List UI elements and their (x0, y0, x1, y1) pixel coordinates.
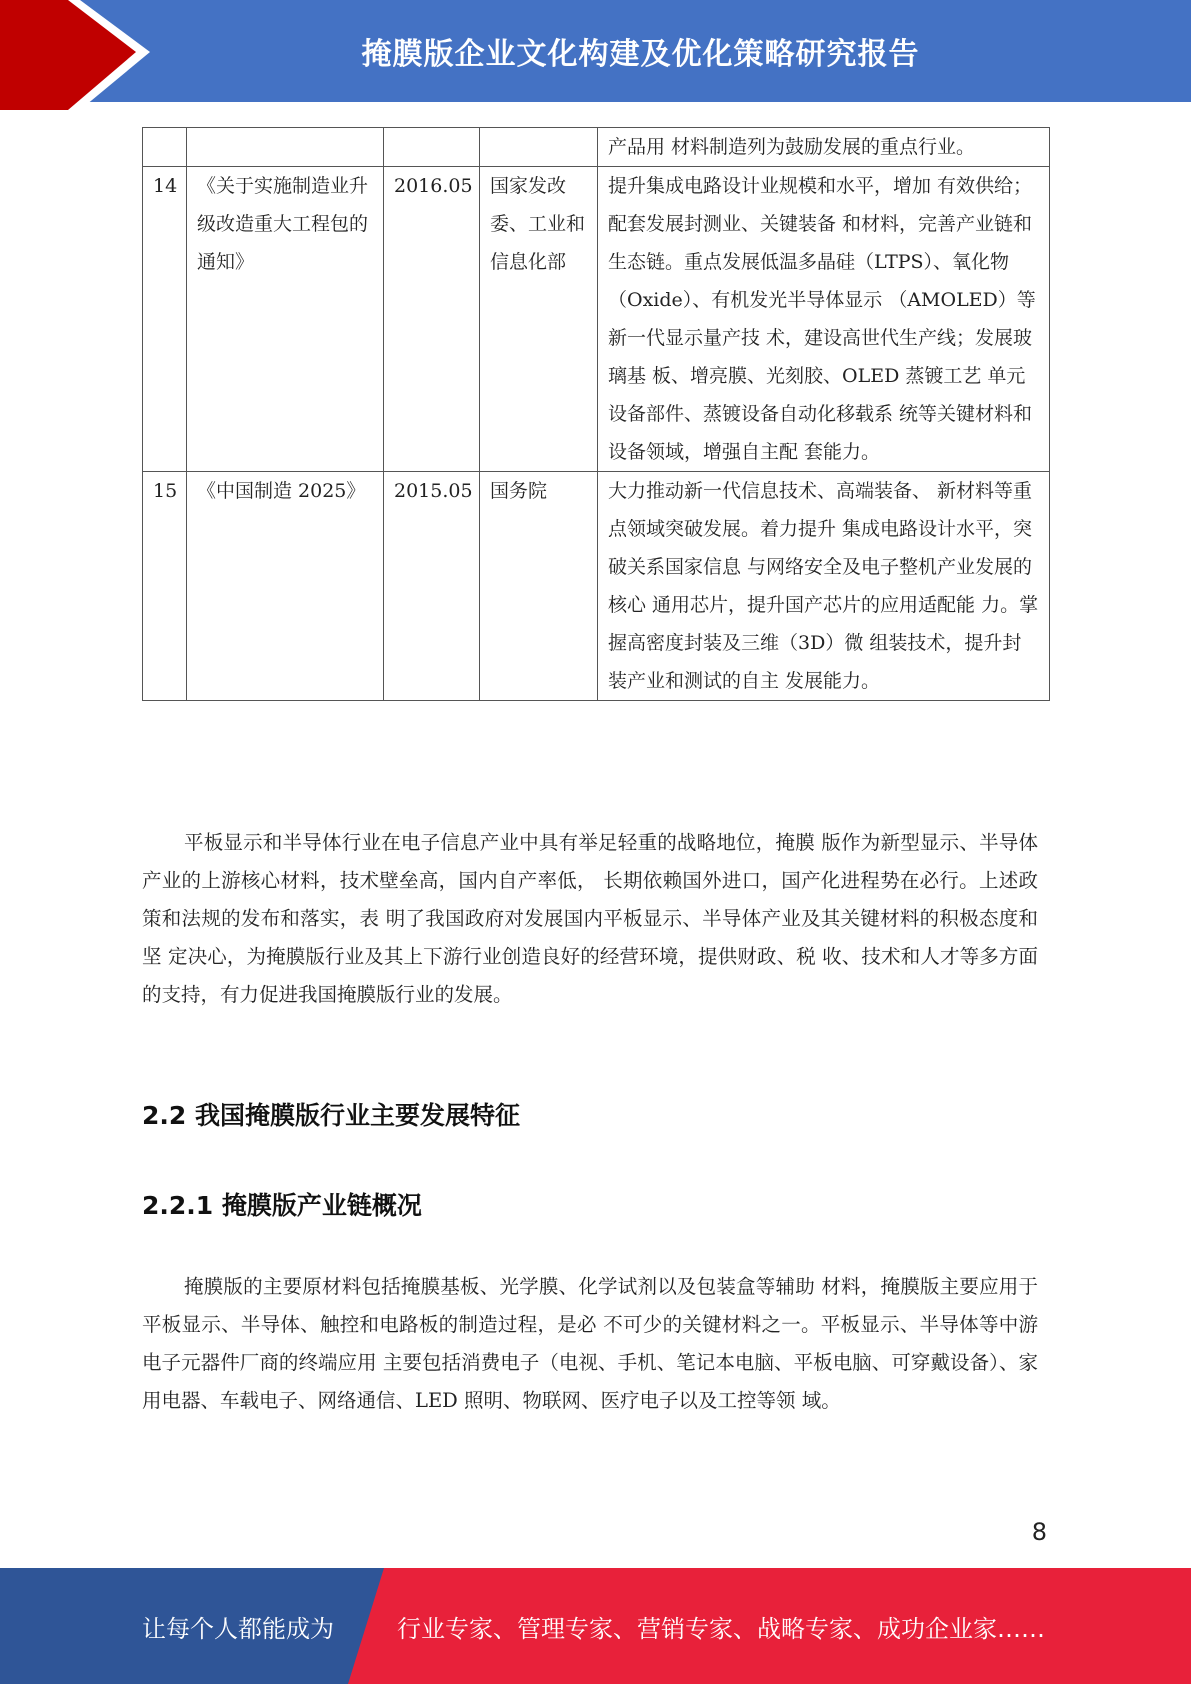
subsection-heading: 2.2.1 掩膜版产业链概况 (142, 1191, 422, 1220)
page-number: 8 (1031, 1518, 1047, 1546)
footer-slogan-left: 让每个人都能成为 (142, 1614, 334, 1643)
cell-title: 《关于实施制造业升级改造重大工程包的通知》 (187, 167, 384, 472)
cell-issuer: 国务院 (480, 472, 598, 701)
body-paragraph: 掩膜版的主要原材料包括掩膜基板、光学膜、化学试剂以及包装盒等辅助 材料，掩膜版主要应用于平板显示、半导体、触控和电路板的制造过程，是必 不可少的关键材料之一。平板显示、半导体等中游电子元器件厂商的终端应用 主要包括消费电子（电视、手机、笔记本电脑、平板电脑、可穿戴设备）、家 用电器、车载电子、网络通信、LED 照明、物联网、医疗电子以及工控等领 域。 (142, 1275, 1038, 1412)
footer-slogan-right: 行业专家、管理专家、营销专家、战略专家、成功企业家…… (397, 1614, 1045, 1643)
cell-date (384, 128, 480, 167)
page-footer (0, 1568, 1191, 1684)
cell-num (143, 128, 187, 167)
table-row (143, 472, 1050, 701)
cell-num: 14 (143, 167, 187, 472)
cell-content: 提升集成电路设计业规模和水平，增加 有效供给；配套发展封测业、关键装备 和材料，完善产业链和生态链。重点发展低温多晶硅（LTPS）、氧化物 （Oxide）、有机发光半导体显示 （AMOLED）等新一代显示量产技 术，建设高世代生产线；发展玻璃基 板、增亮膜、光刻胶、OLED 蒸镀工艺 单元设备部件、蒸镀设备自动化移载系 统等关键材料和设备领域，增强自主配 套能力。 (598, 167, 1050, 472)
cell-num: 15 (143, 472, 187, 701)
cell-issuer (480, 128, 598, 167)
document-title: 掩膜版企业文化构建及优化策略研究报告 (361, 37, 920, 72)
cell-date: 2015.05 (384, 472, 480, 701)
table-row-continued (143, 128, 1050, 167)
section-heading: 2.2 我国掩膜版行业主要发展特征 (142, 1101, 520, 1130)
cell-date: 2016.05 (384, 167, 480, 472)
cell-title: 《中国制造 2025》 (187, 472, 384, 701)
cell-issuer: 国家发改委、工业和信息化部 (480, 167, 598, 472)
cell-content: 大力推动新一代信息技术、高端装备、 新材料等重点领域突破发展。着力提升 集成电路设计水平，突破关系国家信息 与网络安全及电子整机产业发展的核心 通用芯片，提升国产芯片的应用适配能 力。掌握高密度封装及三维（3D）微 组装技术，提升封装产业和测试的自主 发展能力。 (598, 472, 1050, 701)
cell-content: 产品用 材料制造列为鼓励发展的重点行业。 (598, 128, 1050, 167)
policy-table (142, 127, 1050, 701)
cell-title (187, 128, 384, 167)
page-header (0, 0, 1191, 110)
body-paragraph: 平板显示和半导体行业在电子信息产业中具有举足轻重的战略地位，掩膜 版作为新型显示、半导体产业的上游核心材料，技术壁垒高，国内自产率低， 长期依赖国外进口，国产化进程势在必行。上述政策和法规的发布和落实，表 明了我国政府对发展国内平板显示、半导体产业及其关键材料的积极态度和坚 定决心，为掩膜版行业及其上下游行业创造良好的经营环境，提供财政、税 收、技术和人才等多方面的支持，有力促进我国掩膜版行业的发展。 (142, 831, 1038, 1006)
table-row (143, 167, 1050, 472)
